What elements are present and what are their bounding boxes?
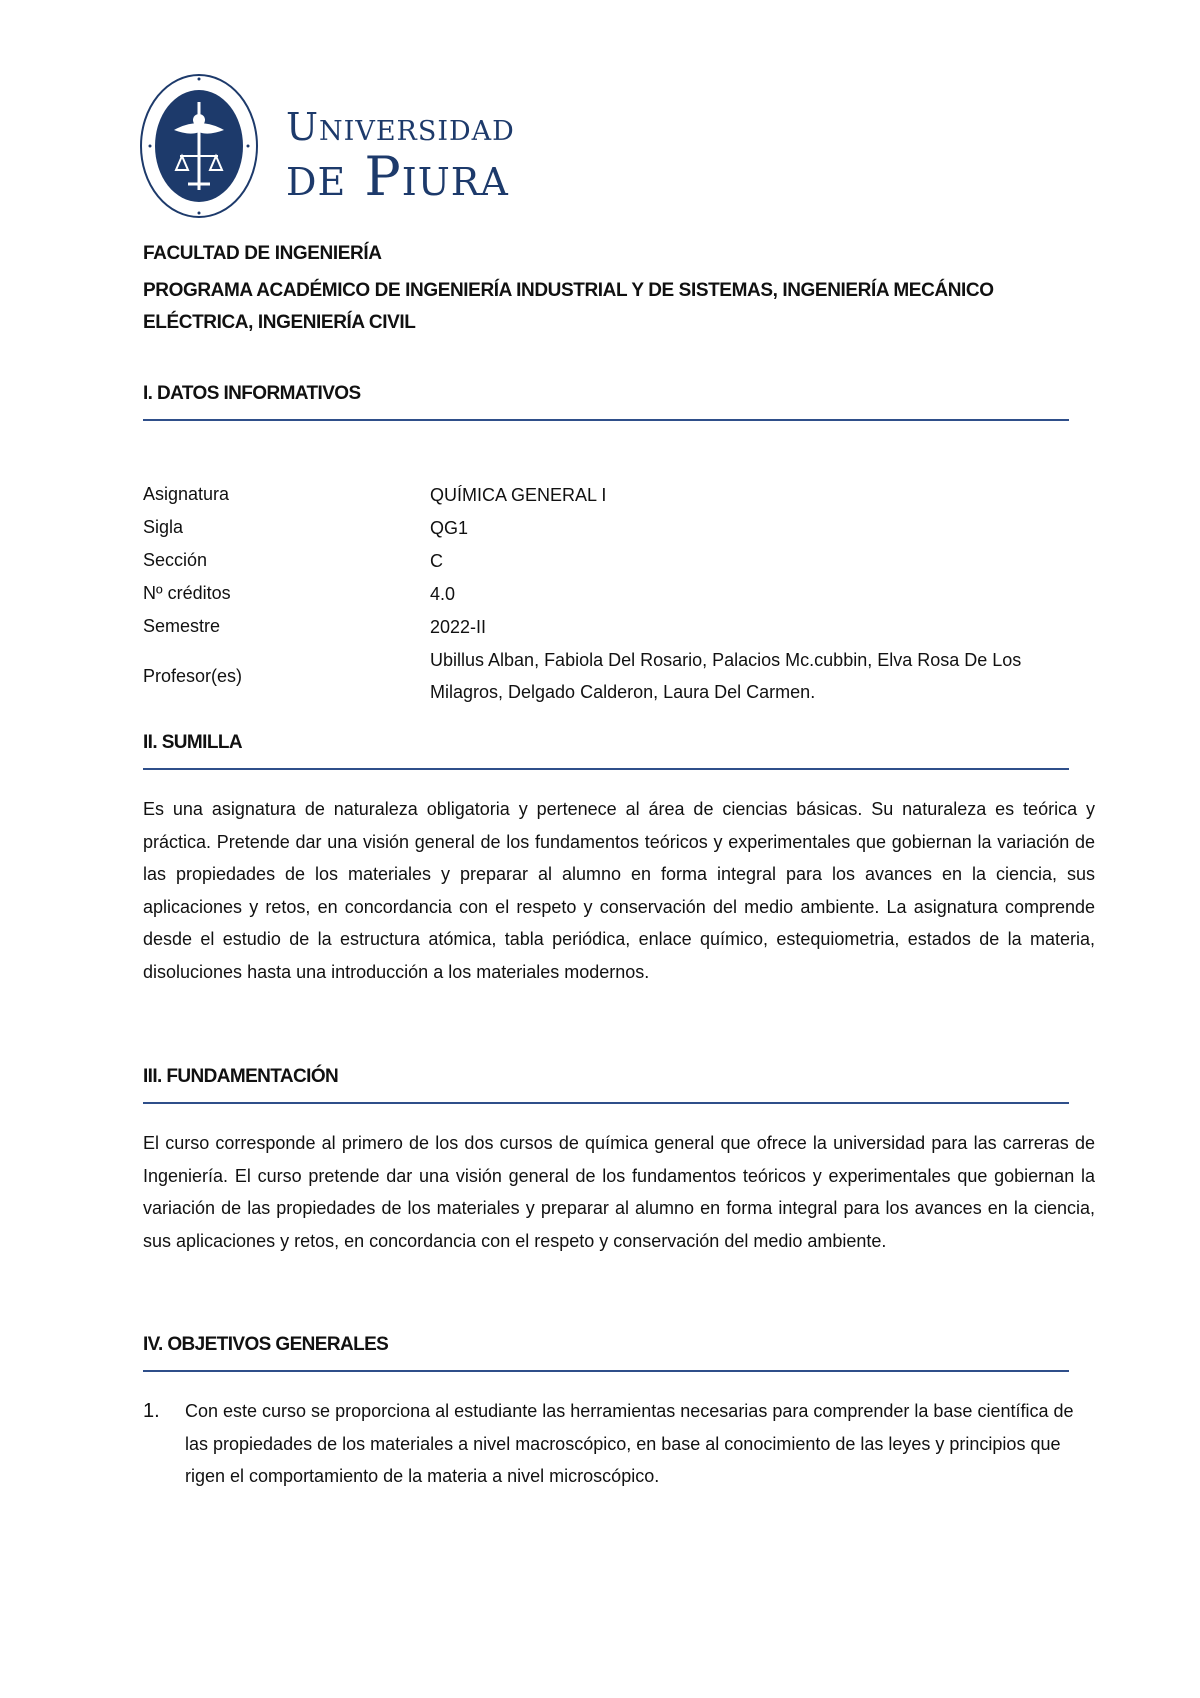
info-value: C: [430, 550, 443, 571]
objective-item: [143, 1395, 1095, 1493]
info-row: [143, 478, 1083, 511]
objective-number: 1.: [143, 1400, 160, 1422]
section-title-sumilla: II. SUMILLA: [143, 732, 242, 753]
info-row: [143, 577, 1083, 610]
info-label: Semestre: [143, 616, 221, 636]
info-value: QUÍMICA GENERAL I: [430, 484, 607, 505]
objective-text: Con este curso se proporciona al estudiante las herramientas necesarias para comprender la base científica de las propiedades de los materiales a nivel macroscópico, en base al conocimiento de las leyes y principios que rigen el comportamiento de la materia a nivel microscópico.: [185, 1401, 1074, 1486]
info-row: [143, 544, 1083, 577]
info-row: [143, 643, 1083, 709]
section-title-fundamentacion: III. FUNDAMENTACIÓN: [143, 1066, 339, 1087]
fundamentacion-paragraph: El curso corresponde al primero de los dos cursos de química general que ofrece la universidad para las carreras de Ingeniería. El curso pretende dar una visión general de los fundamentos teóricos y experimentales que gobiernan la variación de las propiedades de los materiales y preparar al alumno en forma integral para los avances en la ciencia, sus aplicaciones y retos, en concordancia con el respeto y conservación del medio ambiente.: [143, 1133, 1095, 1251]
info-row: [143, 511, 1083, 544]
logo-wordmark: [286, 105, 515, 208]
logo-line-1: Universidad: [286, 105, 515, 149]
info-value: 4.0: [430, 583, 456, 604]
section-divider: [143, 768, 1069, 770]
logo-line-2: de Piura: [286, 145, 509, 208]
info-value: Ubillus Alban, Fabiola Del Rosario, Palacios Mc.cubbin, Elva Rosa De Los Milagros, Delgado Calderon, Laura Del Carmen.: [430, 650, 1022, 702]
info-label: Sigla: [143, 517, 184, 537]
info-label: Asignatura: [143, 484, 230, 504]
info-table: [143, 478, 1083, 709]
info-row: [143, 610, 1083, 643]
info-label: Nº créditos: [143, 583, 231, 603]
info-label: Sección: [143, 550, 208, 570]
section-divider: [143, 1102, 1069, 1104]
sumilla-paragraph: Es una asignatura de naturaleza obligatoria y pertenece al área de ciencias básicas. Su naturaleza es teórica y práctica. Pretende dar una visión general de los fundamentos teóricos y experimentales que gobiernan la variación de las propiedades de los materiales y preparar al alumno en forma integral para los avances en la ciencia, sus aplicaciones y retos, en concordancia con el respeto y conservación del medio ambiente. La asignatura comprende desde el estudio de la estructura atómica, tabla periódica, enlace químico, estequiometria, estados de la materia, disoluciones hasta una introducción a los materiales modernos.: [143, 799, 1095, 982]
faculty-heading: FACULTAD DE INGENIERÍA: [143, 243, 382, 264]
university-seal-icon: [138, 72, 260, 220]
section-divider: [143, 419, 1069, 421]
section-divider: [143, 1370, 1069, 1372]
section-title-datos: I. DATOS INFORMATIVOS: [143, 383, 361, 404]
info-value: 2022-II: [430, 616, 487, 637]
program-heading: PROGRAMA ACADÉMICO DE INGENIERÍA INDUSTRIAL Y DE SISTEMAS, INGENIERÍA MECÁNICO ELÉCTRICA, INGENIERÍA CIVIL: [143, 280, 994, 333]
university-logo: [138, 72, 578, 222]
info-value: QG1: [430, 517, 469, 538]
section-title-objetivos: IV. OBJETIVOS GENERALES: [143, 1334, 389, 1355]
info-label: Profesor(es): [143, 665, 243, 686]
